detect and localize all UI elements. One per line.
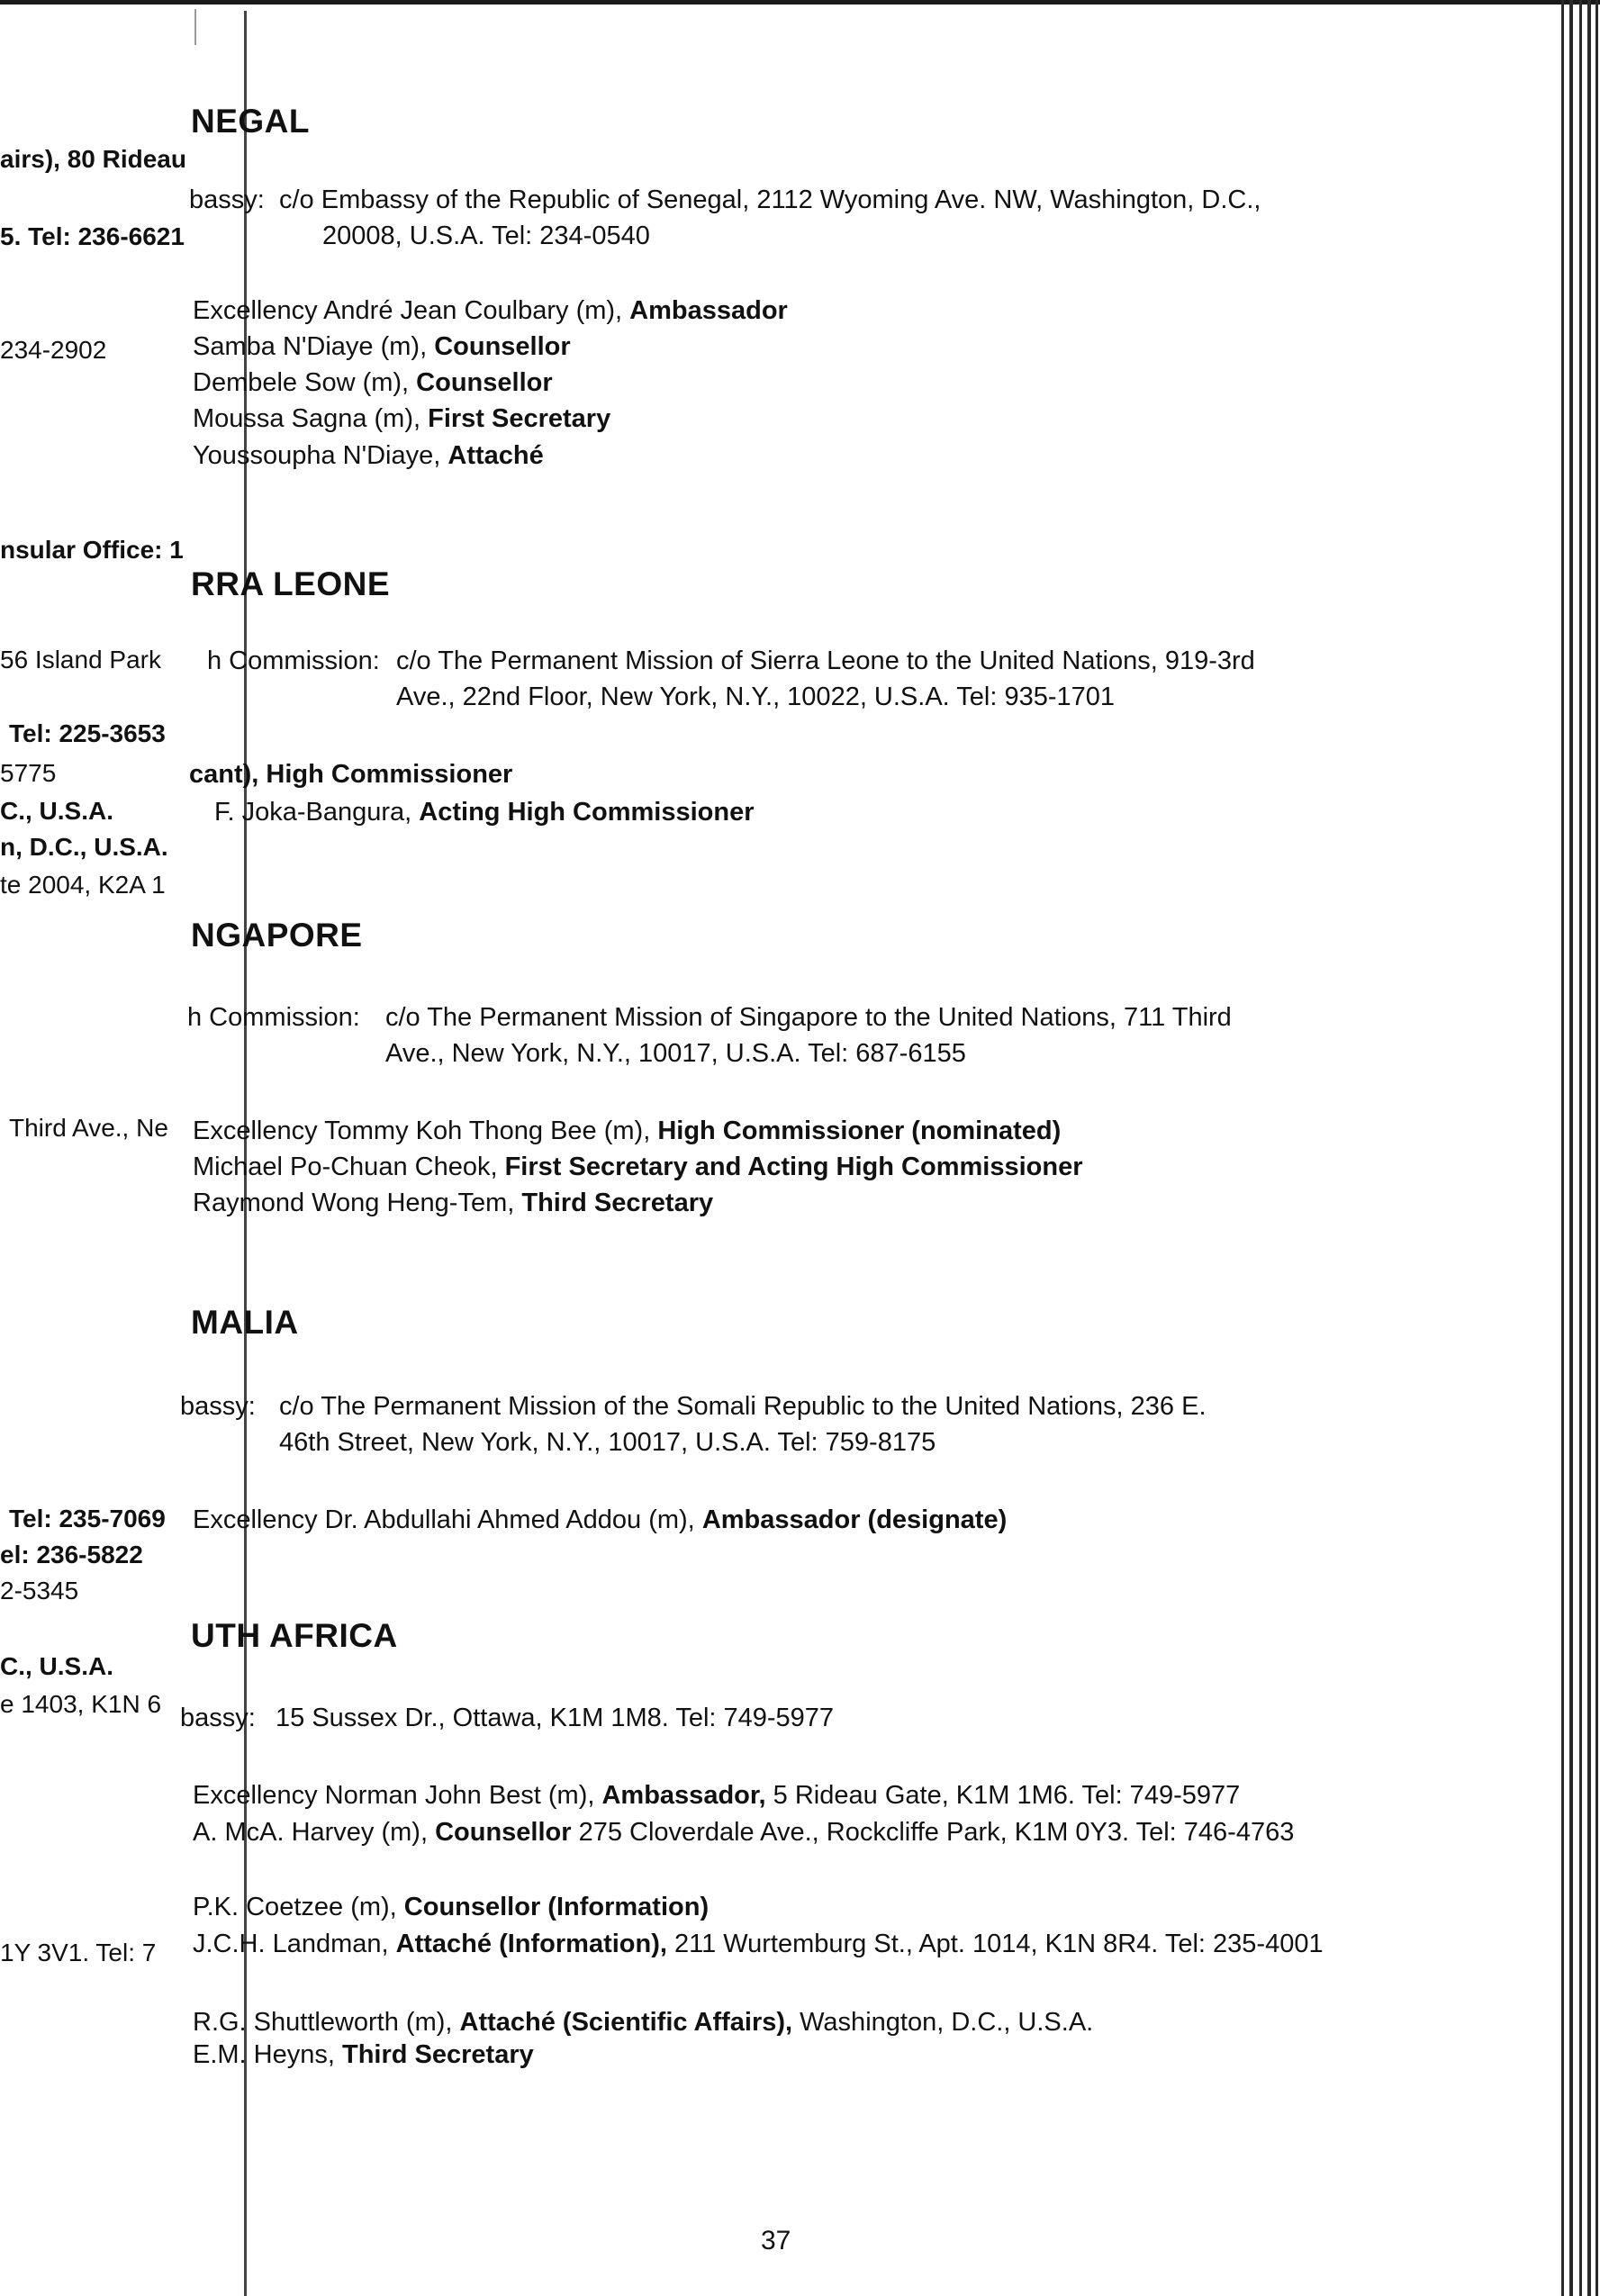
person-entry: Michael Po-Chuan Cheok, First Secretary and Acting High Commissioner	[193, 1153, 1083, 1181]
person-entry: Moussa Sagna (m), First Secretary	[193, 404, 611, 433]
person-entry: P.K. Coetzee (m), Counsellor (Information)	[193, 1893, 710, 1921]
address-label: h Commission:	[207, 646, 380, 675]
person-entry: Youssoupha N'Diaye, Attaché	[193, 441, 544, 470]
country-heading: NEGAL	[191, 103, 310, 140]
address-text: c/o The Permanent Mission of the Somali Republic to the United Nations, 236 E. 46th Street, New York, N.Y., 10017, U.S.A. Tel: 759-8175	[279, 1392, 1207, 1457]
address-text: c/o The Permanent Mission of Sierra Leone to the United Nations, 919-3rd Ave., 22nd Floor, New York, N.Y., 10022, U.S.A. Tel: 935-1701	[396, 646, 1255, 711]
top-rule	[0, 0, 1600, 5]
fragment-6: Tel: 225-3653	[9, 719, 166, 747]
fragment-7: 5775	[0, 759, 57, 787]
fragment-13: el: 236-5822	[0, 1541, 143, 1568]
country-heading: RRA LEONE	[191, 565, 391, 602]
person-entry: Dembele Sow (m), Counsellor	[193, 368, 553, 397]
fragment-2: 5. Tel: 236-6621	[0, 222, 185, 250]
person-entry: R.G. Shuttleworth (m), Attaché (Scientific Affairs), Washington, D.C., U.S.A.	[193, 2008, 1094, 2037]
fragment-17: 1Y 3V1. Tel: 7	[0, 1939, 157, 1966]
fragment-14: 2-5345	[0, 1577, 79, 1604]
right-edge-lines	[1555, 0, 1600, 2296]
person-entry: cant), High Commissioner	[189, 760, 513, 789]
fragment-5: 56 Island Park	[0, 646, 161, 673]
person-entry: Excellency André Jean Coulbary (m), Ambassador	[193, 296, 788, 325]
address-text: c/o The Permanent Mission of Singapore to the United Nations, 711 Third Ave., New York, N.Y., 10017, U.S.A. Tel: 687-6155	[385, 1003, 1232, 1068]
person-entry: Samba N'Diaye (m), Counsellor	[193, 332, 571, 361]
fragment-9: n, D.C., U.S.A.	[0, 833, 168, 861]
address-text: 15 Sussex Dr., Ottawa, K1M 1M8. Tel: 749-5977	[276, 1704, 835, 1732]
person-entry: E.M. Heyns, Third Secretary	[193, 2040, 534, 2069]
fragment-16: e 1403, K1N 6	[0, 1690, 162, 1718]
person-entry: A. McA. Harvey (m), Counsellor 275 Cloverdale Ave., Rockcliffe Park, K1M 0Y3. Tel: 746-4763	[193, 1818, 1295, 1847]
address-text: c/o Embassy of the Republic of Senegal, 2112 Wyoming Ave. NW, Washington, D.C., 20008, U.S.A. Tel: 234-0540	[279, 185, 1261, 250]
fragment-1: airs), 80 Rideau	[0, 145, 186, 173]
country-heading: MALIA	[191, 1304, 299, 1341]
fragment-10: te 2004, K2A 1	[0, 871, 166, 899]
fragment-15: C., U.S.A.	[0, 1652, 114, 1680]
fragment-12: Tel: 235-7069	[9, 1505, 166, 1532]
person-entry: J.C.H. Landman, Attaché (Information), 211 Wurtemburg St., Apt. 1014, K1N 8R4. Tel: 235-4001	[193, 1930, 1324, 1958]
person-entry: Excellency Dr. Abdullahi Ahmed Addou (m), Ambassador (designate)	[193, 1505, 1008, 1534]
country-heading: UTH AFRICA	[191, 1617, 398, 1654]
person-entry: Raymond Wong Heng-Tem, Third Secretary	[193, 1189, 714, 1217]
address-label: h Commission:	[187, 1003, 360, 1032]
fragment-4: nsular Office: 1	[0, 536, 184, 564]
fragment-11: Third Ave., Ne	[9, 1114, 168, 1142]
fragment-3: 234-2902	[0, 336, 107, 364]
address-label: bassy:	[189, 185, 265, 214]
person-entry: F. Joka-Bangura, Acting High Commissioner	[214, 798, 755, 827]
person-entry: Excellency Norman John Best (m), Ambassador, 5 Rideau Gate, K1M 1M6. Tel: 749-5977	[193, 1781, 1241, 1810]
address-label: bassy:	[180, 1392, 256, 1421]
person-entry: Excellency Tommy Koh Thong Bee (m), High Commissioner (nominated)	[193, 1116, 1062, 1145]
country-heading: NGAPORE	[191, 917, 363, 954]
address-label: bassy:	[180, 1704, 256, 1732]
fragment-8: C., U.S.A.	[0, 797, 114, 825]
